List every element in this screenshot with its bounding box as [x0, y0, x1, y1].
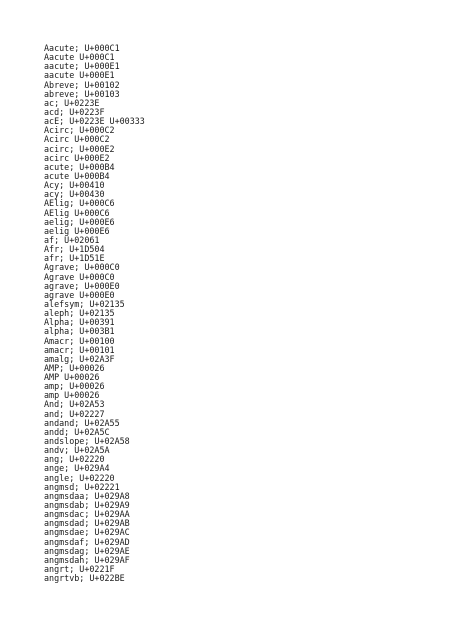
entity-line: af; U+02061: [44, 234, 100, 245]
entity-line: angrt; U+0221F: [44, 564, 115, 575]
entity-line: amacr; U+00101: [44, 344, 115, 355]
entity-line: Agrave U+000C0: [44, 271, 115, 282]
entity-line: Aacute U+000C1: [44, 52, 115, 63]
entity-line: angmsdaf; U+029AD: [44, 536, 130, 547]
entity-line: agrave U+000E0: [44, 289, 115, 300]
entity-line: ang; U+02220: [44, 454, 105, 465]
entity-line: AMP; U+00026: [44, 362, 105, 373]
entity-line: ange; U+029A4: [44, 463, 110, 474]
entity-line: angmsdag; U+029AE: [44, 545, 130, 556]
entity-line: angmsdad; U+029AB: [44, 518, 130, 529]
entity-line: amalg; U+02A3F: [44, 353, 115, 364]
entity-line: Abreve; U+00102: [44, 79, 120, 90]
entity-line: angmsdae; U+029AC: [44, 527, 130, 538]
entity-line: Aacute; U+000C1: [44, 43, 120, 53]
entity-line: abreve; U+00103: [44, 88, 120, 99]
entity-line: acute; U+000B4: [44, 161, 115, 172]
entity-line: Acirc U+000C2: [44, 134, 110, 145]
entity-line: aacute; U+000E1: [44, 61, 120, 72]
entity-line: angmsd; U+02221: [44, 481, 120, 492]
entity-line: amp U+00026: [44, 390, 100, 401]
entity-line: andand; U+02A55: [44, 417, 120, 428]
entity-line: Agrave; U+000C0: [44, 262, 120, 273]
entity-line: acE; U+0223E U+00333: [44, 116, 145, 127]
entity-line: And; U+02A53: [44, 399, 105, 410]
entity-line: Afr; U+1D504: [44, 244, 105, 255]
entity-line: angmsdac; U+029AA: [44, 509, 130, 520]
entity-line: AMP U+00026: [44, 372, 100, 383]
entity-line: alefsym; U+02135: [44, 298, 125, 309]
entity-line: aelig; U+000E6: [44, 216, 115, 227]
entity-line: andslope; U+02A58: [44, 436, 130, 447]
entity-line: angrtvb; U+022BE: [44, 573, 125, 584]
entity-line: aleph; U+02135: [44, 308, 115, 319]
entity-line: andv; U+02A5A: [44, 445, 110, 456]
entity-line: angmsdab; U+029A9: [44, 500, 130, 511]
entity-line: AElig; U+000C6: [44, 198, 115, 209]
entity-line: acute U+000B4: [44, 170, 110, 181]
entity-line: amp; U+00026: [44, 381, 105, 392]
entity-line: aelig U+000E6: [44, 225, 110, 236]
entity-line: andd; U+02A5C: [44, 426, 110, 437]
entity-line: angmsdah; U+029AF: [44, 554, 130, 565]
entity-line: alpha; U+003B1: [44, 326, 115, 337]
entity-line: aacute U+000E1: [44, 70, 115, 81]
entity-line: Amacr; U+00100: [44, 335, 115, 346]
entity-line: Acy; U+00410: [44, 180, 105, 191]
entity-line: Acirc; U+000C2: [44, 125, 115, 136]
entity-line: agrave; U+000E0: [44, 280, 120, 291]
entity-line: and; U+02227: [44, 408, 105, 419]
entity-list: [44, 44, 145, 583]
entity-line: acd; U+0223F: [44, 106, 105, 117]
entity-line: AElig U+000C6: [44, 207, 110, 218]
entity-line: acirc; U+000E2: [44, 143, 115, 154]
entity-line: afr; U+1D51E: [44, 253, 105, 264]
entity-line: Alpha; U+00391: [44, 317, 115, 328]
entity-line: acirc U+000E2: [44, 152, 110, 163]
entity-line: ac; U+0223E: [44, 97, 100, 108]
entity-line: angle; U+02220: [44, 472, 115, 483]
entity-line: angmsdaa; U+029A8: [44, 490, 130, 501]
entity-line: acy; U+00430: [44, 189, 105, 200]
